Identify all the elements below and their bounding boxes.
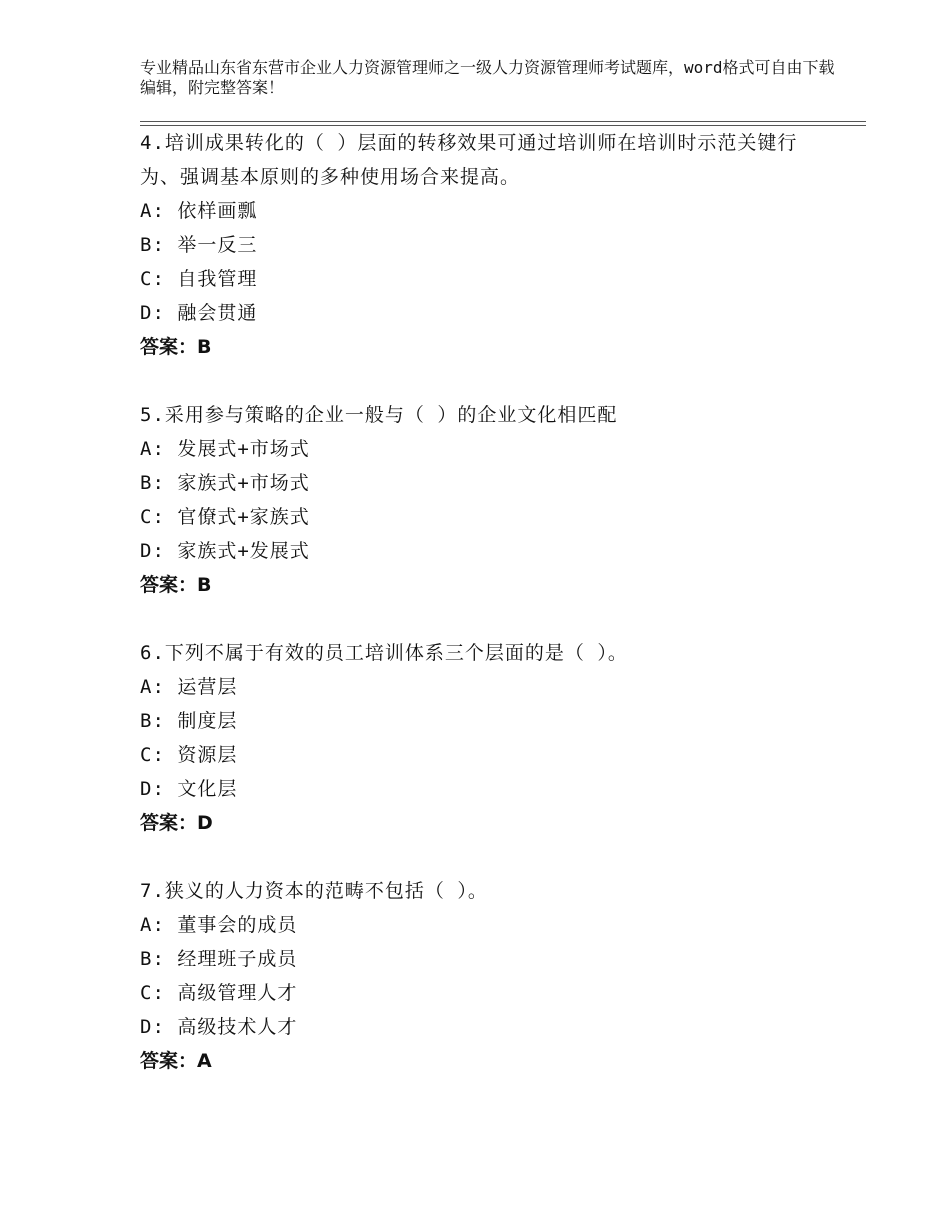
option-a: A: 董事会的成员 <box>140 914 298 936</box>
header-rule-top <box>140 121 866 122</box>
option-d: D: 文化层 <box>140 778 238 800</box>
question-stem: 7.狭义的人力资本的范畴不包括（ ）。 <box>140 880 488 902</box>
option-a: A: 依样画瓢 <box>140 200 258 222</box>
option-c: C: 自我管理 <box>140 268 258 290</box>
question-7 <box>140 874 830 1078</box>
answer-label: 答案：A <box>140 1050 212 1072</box>
header-text: 专业精品山东省东营市企业人力资源管理师之一级人力资源管理师考试题库，word格式可自由下载编辑，附完整答案！ <box>140 58 835 97</box>
option-d: D: 家族式+发展式 <box>140 540 310 562</box>
answer-label: 答案：D <box>140 812 213 834</box>
option-c: C: 资源层 <box>140 744 238 766</box>
question-stem: 5.采用参与策略的企业一般与（ ）的企业文化相匹配 <box>140 404 618 426</box>
option-d: D: 高级技术人才 <box>140 1016 298 1038</box>
question-4 <box>140 126 830 364</box>
question-stem: 6.下列不属于有效的员工培训体系三个层面的是（ ）。 <box>140 642 628 664</box>
option-a: A: 发展式+市场式 <box>140 438 310 460</box>
option-c: C: 高级管理人才 <box>140 982 298 1004</box>
question-stem: 4.培训成果转化的（ ）层面的转移效果可通过培训师在培训时示范关键行为、强调基本原则的多种使用场合来提高。 <box>140 132 798 188</box>
option-c: C: 官僚式+家族式 <box>140 506 310 528</box>
option-a: A: 运营层 <box>140 676 238 698</box>
option-b: B: 举一反三 <box>140 234 258 256</box>
document-header <box>140 58 840 98</box>
option-b: B: 家族式+市场式 <box>140 472 310 494</box>
option-d: D: 融会贯通 <box>140 302 258 324</box>
option-b: B: 经理班子成员 <box>140 948 298 970</box>
answer-label: 答案：B <box>140 574 212 596</box>
question-list <box>140 126 830 1112</box>
option-b: B: 制度层 <box>140 710 238 732</box>
question-6 <box>140 636 830 840</box>
answer-label: 答案：B <box>140 336 212 358</box>
question-5 <box>140 398 830 602</box>
